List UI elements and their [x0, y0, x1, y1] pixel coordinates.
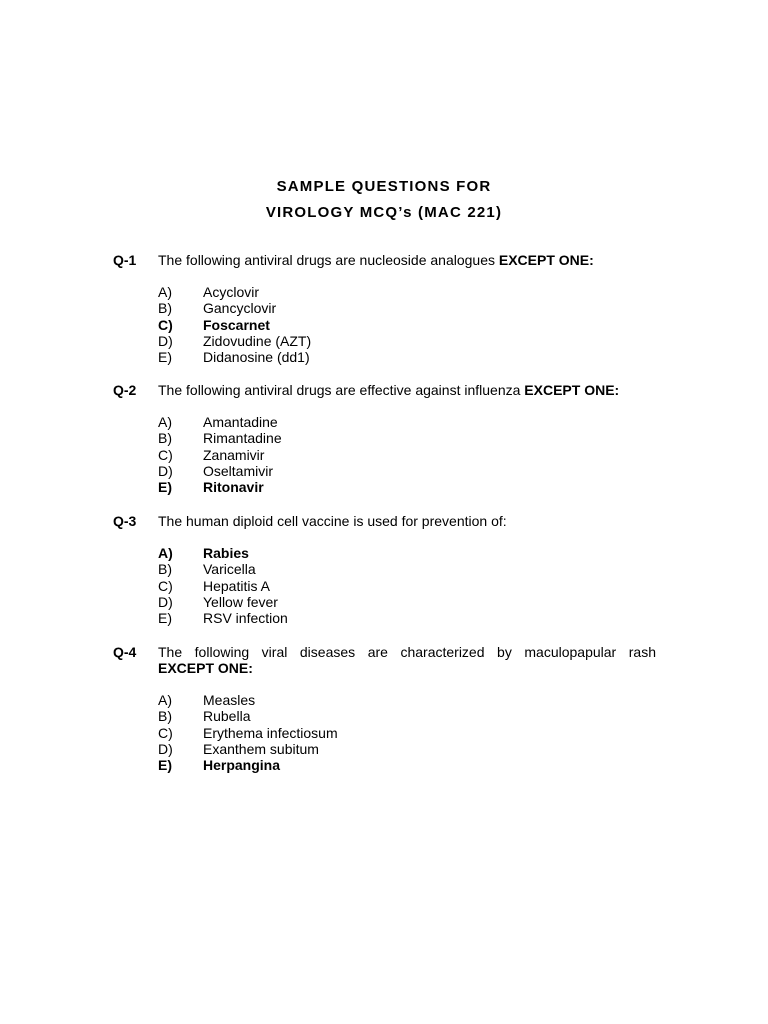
option-c — [158, 578, 656, 594]
question-1 — [113, 252, 656, 365]
question-text-body: The following antiviral drugs are nucleoside analogues — [158, 252, 499, 268]
question-emphasis: EXCEPT ONE: — [158, 660, 253, 676]
option-list — [158, 545, 656, 626]
question-emphasis: EXCEPT ONE: — [524, 382, 620, 398]
question-number: Q-3 — [113, 513, 137, 529]
option-c-correct — [158, 317, 656, 333]
option-text: Ritonavir — [203, 479, 264, 496]
option-a — [158, 692, 656, 708]
question-stem — [113, 513, 656, 529]
option-letter: C) — [158, 446, 173, 463]
option-letter: C) — [158, 724, 173, 741]
question-number: Q-1 — [113, 252, 137, 268]
option-letter: A) — [158, 692, 172, 708]
option-letter: D) — [158, 593, 173, 610]
option-text: Rubella — [203, 708, 251, 725]
option-c — [158, 447, 656, 463]
document-title-line-2: VIROLOGY MCQ’s (MAC 221) — [265, 204, 503, 221]
option-text: Measles — [203, 692, 256, 708]
option-a-correct — [158, 545, 656, 561]
question-text — [158, 382, 656, 398]
option-list — [158, 284, 656, 365]
option-text: Varicella — [203, 561, 256, 578]
question-number: Q-2 — [113, 382, 137, 398]
option-letter: B) — [158, 561, 172, 578]
option-letter: A) — [158, 284, 172, 300]
option-d — [158, 741, 656, 757]
question-text — [158, 252, 656, 268]
option-e — [158, 610, 656, 626]
option-a — [158, 414, 656, 430]
option-a — [158, 284, 656, 300]
option-b — [158, 708, 656, 724]
option-text: Foscarnet — [203, 316, 270, 333]
question-4 — [113, 644, 656, 773]
option-e-correct — [158, 479, 656, 495]
option-text: Hepatitis A — [203, 577, 270, 594]
option-letter: A) — [158, 414, 172, 430]
option-d — [158, 594, 656, 610]
option-letter: A) — [158, 545, 173, 561]
option-c — [158, 725, 656, 741]
question-text: The following viral diseases are characterized by maculopapular rash — [158, 644, 656, 660]
option-text: Rabies — [203, 545, 249, 561]
option-letter: E) — [158, 757, 172, 774]
option-e — [158, 349, 656, 365]
question-number: Q-4 — [113, 644, 137, 660]
option-text: Oseltamivir — [203, 462, 274, 479]
question-2 — [113, 382, 656, 495]
option-text: Acyclovir — [203, 284, 260, 300]
option-text: Didanosine (dd1) — [203, 349, 310, 366]
option-text: Rimantadine — [203, 430, 282, 447]
option-b — [158, 430, 656, 446]
option-letter: B) — [158, 708, 172, 725]
option-text: Amantadine — [203, 414, 278, 430]
option-list — [158, 414, 656, 495]
option-text: Zanamivir — [203, 446, 265, 463]
option-b — [158, 561, 656, 577]
option-text: Zidovudine (AZT) — [203, 332, 312, 349]
option-letter: B) — [158, 430, 172, 447]
option-text: Gancyclovir — [203, 300, 277, 317]
option-text: RSV infection — [203, 610, 288, 627]
option-text: Herpangina — [203, 757, 281, 774]
option-e-correct — [158, 757, 656, 773]
option-letter: E) — [158, 349, 172, 366]
question-stem — [113, 382, 656, 398]
option-letter: C) — [158, 577, 173, 594]
question-3 — [113, 513, 656, 626]
option-letter: D) — [158, 740, 173, 757]
option-text: Yellow fever — [203, 593, 278, 610]
question-emphasis: EXCEPT ONE: — [498, 252, 594, 268]
option-b — [158, 300, 656, 316]
option-letter: C) — [158, 316, 173, 333]
option-letter: D) — [158, 462, 173, 479]
question-stem — [113, 644, 656, 660]
option-d — [158, 463, 656, 479]
option-letter: E) — [158, 610, 172, 627]
question-text-body: The following antiviral drugs are effective against influenza — [158, 382, 525, 398]
option-list — [158, 692, 656, 773]
option-letter: D) — [158, 332, 173, 349]
option-text: Erythema infectiosum — [203, 724, 338, 741]
option-text: Exanthem subitum — [203, 740, 319, 757]
question-stem — [113, 252, 656, 268]
document-title-line-1: SAMPLE QUESTIONS FOR — [276, 178, 492, 195]
option-letter: E) — [158, 479, 172, 496]
question-text: The human diploid cell vaccine is used for prevention of: — [158, 513, 507, 529]
option-letter: B) — [158, 300, 172, 317]
option-d — [158, 333, 656, 349]
